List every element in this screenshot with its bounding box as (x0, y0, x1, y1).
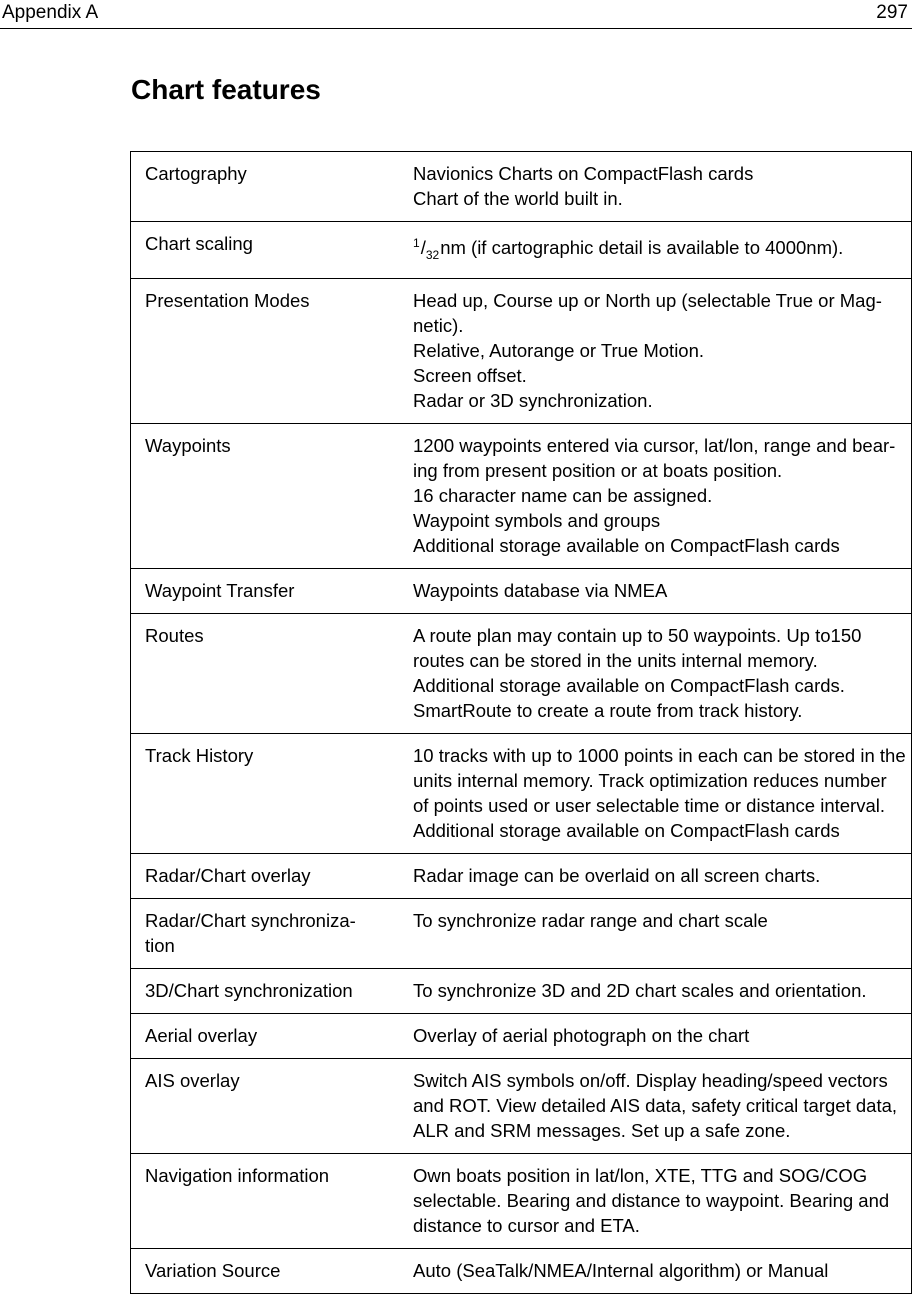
feature-value-line: 16 character name can be assigned. (413, 485, 713, 506)
chart-features-table (130, 151, 912, 1294)
table-row (131, 1154, 912, 1249)
fraction-slash: / (420, 237, 426, 258)
feature-value-line: netic). (413, 315, 464, 336)
feature-name: Aerial overlay (145, 1025, 258, 1046)
section-label: Appendix A (2, 2, 99, 23)
feature-name-cell (131, 1059, 390, 1154)
feature-value-cell (389, 569, 912, 614)
feature-name: Routes (145, 625, 204, 646)
table-row (131, 569, 912, 614)
feature-value-line: ALR and SRM messages. Set up a safe zone. (413, 1120, 791, 1141)
table-row (131, 899, 912, 969)
feature-name-cell (131, 1014, 390, 1059)
feature-value-cell (389, 1154, 912, 1249)
feature-value-line: 1200 waypoints entered via cursor, lat/lon, range and bear- (413, 435, 896, 456)
page-number: 297 (876, 2, 908, 23)
feature-value-line: and ROT. View detailed AIS data, safety critical target data, (413, 1095, 898, 1116)
feature-name: AIS overlay (145, 1070, 240, 1091)
feature-value-line: To synchronize radar range and chart scale (413, 910, 768, 931)
feature-name: Waypoints (145, 435, 231, 456)
feature-value-line: Waypoint symbols and groups (413, 510, 661, 531)
fraction-numerator: 1 (413, 236, 420, 250)
feature-value-line: Additional storage available on CompactFlash cards (413, 535, 840, 556)
feature-value-cell (389, 614, 912, 734)
feature-value-cell (389, 854, 912, 899)
feature-name-cell (131, 152, 390, 222)
table-row (131, 614, 912, 734)
feature-name: Cartography (145, 163, 247, 184)
feature-name-cell (131, 969, 390, 1014)
feature-value-line: Chart of the world built in. (413, 188, 623, 209)
feature-name-cell (131, 899, 390, 969)
table-row (131, 1059, 912, 1154)
feature-value-line: A route plan may contain up to 50 waypoints. Up to150 (413, 625, 862, 646)
feature-value-line: units internal memory. Track optimization reduces number (413, 770, 887, 791)
table-row (131, 279, 912, 424)
table-row (131, 424, 912, 569)
feature-name: Presentation Modes (145, 290, 310, 311)
feature-value-line: SmartRoute to create a route from track history. (413, 700, 803, 721)
feature-value-line: Switch AIS symbols on/off. Display heading/speed vectors (413, 1070, 888, 1091)
table-row (131, 1249, 912, 1294)
feature-value-line: ing from present position or at boats position. (413, 460, 783, 481)
feature-value-cell (389, 1059, 912, 1154)
fraction-denominator: 32 (425, 248, 440, 262)
feature-name-cell (131, 614, 390, 734)
feature-name-line: Radar/Chart synchroniza- (145, 910, 356, 931)
feature-value-line: Additional storage available on CompactFlash cards (413, 820, 840, 841)
feature-value-line: Head up, Course up or North up (selectable True or Mag- (413, 290, 882, 311)
feature-value-cell (389, 152, 912, 222)
feature-value-line: Radar or 3D synchronization. (413, 390, 653, 411)
feature-value-line: Radar image can be overlaid on all screen charts. (413, 865, 821, 886)
feature-value-line: Own boats position in lat/lon, XTE, TTG and SOG/COG (413, 1165, 868, 1186)
feature-value-line: Auto (SeaTalk/NMEA/Internal algorithm) or Manual (413, 1260, 829, 1281)
feature-name-cell (131, 1249, 390, 1294)
feature-value-line: Overlay of aerial photograph on the chart (413, 1025, 750, 1046)
feature-name-cell (131, 734, 390, 854)
feature-name: 3D/Chart synchronization (145, 980, 353, 1001)
running-header (0, 0, 912, 29)
table-row (131, 222, 912, 279)
feature-name: Waypoint Transfer (145, 580, 295, 601)
chart-features-table-body (131, 152, 912, 1294)
feature-value-cell (389, 734, 912, 854)
feature-value-line: routes can be stored in the units internal memory. (413, 650, 818, 671)
feature-value-line: selectable. Bearing and distance to waypoint. Bearing and (413, 1190, 890, 1211)
feature-value-line: Navionics Charts on CompactFlash cards (413, 163, 754, 184)
feature-name: Variation Source (145, 1260, 281, 1281)
feature-name-cell (131, 854, 390, 899)
feature-name-cell (131, 279, 390, 424)
feature-value-cell (389, 222, 912, 279)
feature-value-cell (389, 969, 912, 1014)
table-row (131, 734, 912, 854)
feature-name: Chart scaling (145, 233, 253, 254)
page-title: Chart features (131, 74, 321, 105)
feature-value-cell (389, 899, 912, 969)
table-row (131, 152, 912, 222)
feature-value-line: Waypoints database via NMEA (413, 580, 668, 601)
feature-name-line: tion (145, 935, 175, 956)
feature-name: Track History (145, 745, 254, 766)
feature-value-line: 10 tracks with up to 1000 points in each can be stored in the (413, 745, 906, 766)
feature-name: Navigation information (145, 1165, 330, 1186)
table-row (131, 969, 912, 1014)
feature-value-cell (389, 1014, 912, 1059)
scale-fraction-line (413, 231, 907, 268)
table-row (131, 854, 912, 899)
feature-value-cell (389, 1249, 912, 1294)
feature-value-line: of points used or user selectable time or distance interval. (413, 795, 885, 816)
feature-value-line: Relative, Autorange or True Motion. (413, 340, 705, 361)
feature-name-cell (131, 424, 390, 569)
feature-name-cell (131, 1154, 390, 1249)
feature-value-cell (389, 279, 912, 424)
feature-name: Radar/Chart overlay (145, 865, 311, 886)
feature-value-line: Additional storage available on CompactFlash cards. (413, 675, 845, 696)
feature-value-line: distance to cursor and ETA. (413, 1215, 640, 1236)
feature-value-line: To synchronize 3D and 2D chart scales and orientation. (413, 980, 867, 1001)
feature-value-cell (389, 424, 912, 569)
feature-name-cell (131, 569, 390, 614)
feature-name-cell (131, 222, 390, 279)
table-row (131, 1014, 912, 1059)
feature-value-line: Screen offset. (413, 365, 527, 386)
scale-text: nm (if cartographic detail is available to 4000nm). (440, 237, 844, 258)
